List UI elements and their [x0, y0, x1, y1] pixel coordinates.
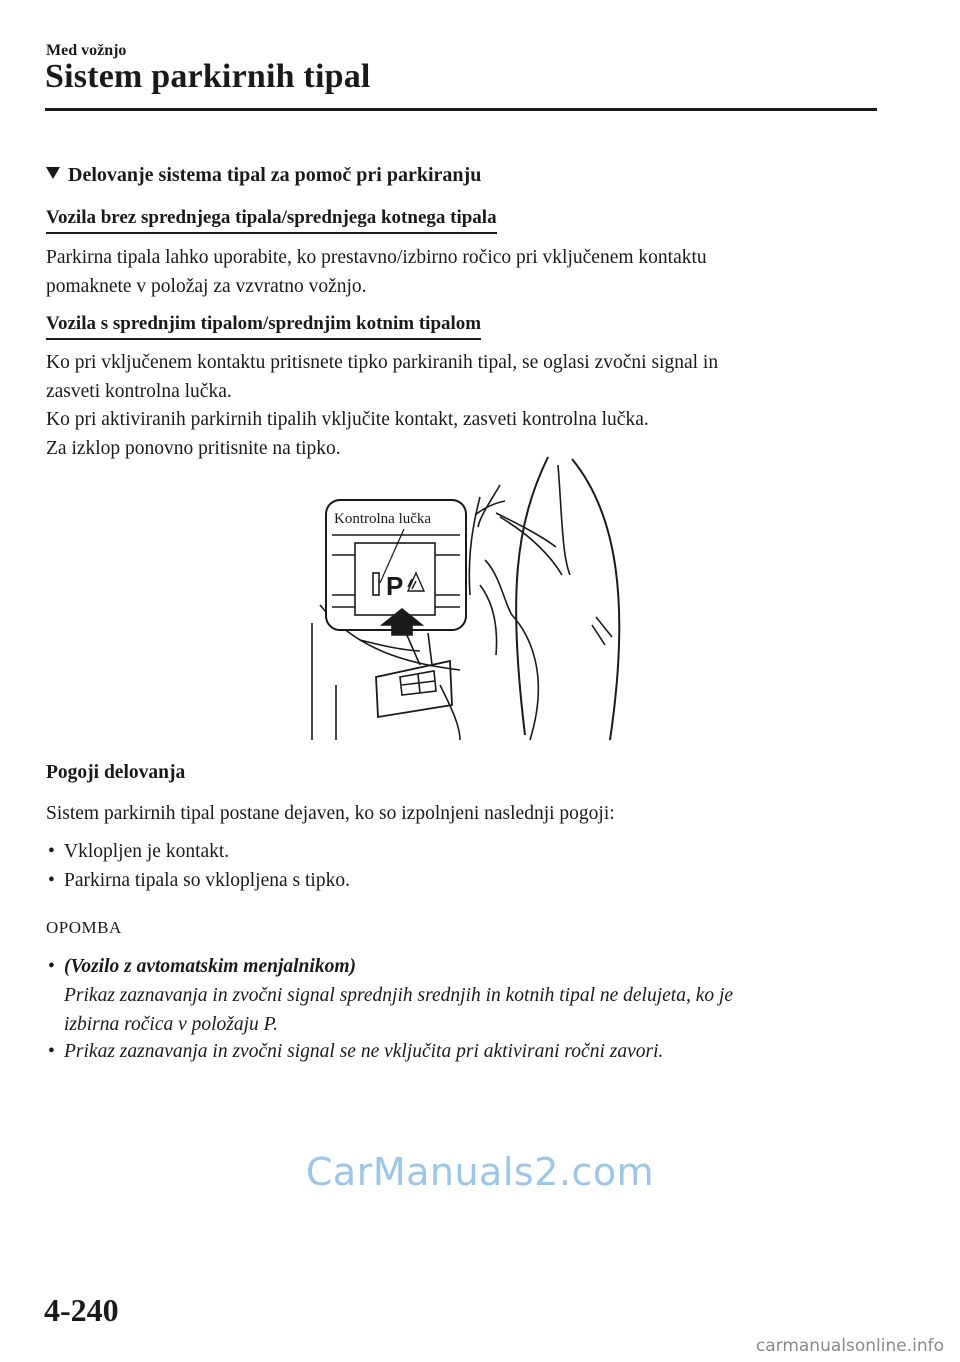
bullet-icon: •: [48, 1041, 55, 1062]
text-line: Ko pri vključenem kontaktu pritisnete tipko parkiranih tipal, se oglasi zvočni signal in: [46, 352, 719, 373]
paragraph-block2: [46, 349, 846, 463]
bullet-icon: •: [48, 841, 55, 862]
text-line: zasveti kontrolna lučka.: [46, 380, 232, 402]
note-text-line: Prikaz zaznavanja in zvočni signal se ne vključita pri aktivirani ročni zavori.: [64, 1041, 664, 1062]
list-item-text: Vklopljen je kontakt.: [64, 841, 230, 862]
subheading-no-front-sensor: [46, 207, 497, 229]
text-line: Za izklop ponovno pritisnite na tipko.: [46, 437, 341, 459]
steering-wheel-rim: [516, 457, 548, 735]
footer-watermark: carmanualsonline.info: [755, 1336, 944, 1356]
conditions-title: Pogoji delovanja: [46, 762, 186, 783]
text-line: pomaknete v položaj za vzvratno vožnjo.: [46, 275, 367, 297]
section-label: Med vožnjo: [46, 42, 127, 59]
list-item-text: Parkirna tipala so vklopljena s tipko.: [64, 869, 350, 891]
title-rule: [45, 108, 877, 111]
note-item-2: [48, 1037, 868, 1066]
parking-p-symbol: P: [386, 571, 404, 601]
triangle-down-icon: [46, 167, 60, 179]
callout-label: Kontrolna lučka: [334, 511, 432, 527]
list-item: [48, 867, 350, 896]
paragraph-block1: [46, 244, 846, 301]
note-text-line: izbirna ročica v položaju P.: [64, 1014, 278, 1035]
conditions-intro: Sistem parkirnih tipal postane dejaven, ko so izpolnjeni naslednji pogoji:: [46, 803, 615, 824]
section-heading: [46, 164, 481, 187]
parking-sensor-illustration: [300, 455, 630, 745]
note-text-line: Prikaz zaznavanja in zvočni signal sprednjih srednjih in kotnih tipal ne delujeta, ko je: [64, 985, 734, 1006]
text-line: Ko pri aktiviranih parkirnih tipalih vključite kontakt, zasveti kontrolna lučka.: [46, 409, 649, 430]
switch-panel: [376, 661, 452, 717]
note-item-title: (Vozilo z avtomatskim menjalnikom): [64, 956, 356, 977]
page-title: Sistem parkirnih tipal: [45, 58, 371, 95]
note-label: OPOMBA: [46, 918, 122, 937]
page-number: 4-240: [44, 1292, 119, 1328]
subheading-text: Vozila brez sprednjega tipala/sprednjega kotnega tipala: [46, 207, 497, 234]
conditions-list: [48, 838, 350, 895]
bullet-icon: •: [48, 869, 55, 891]
text-line: Parkirna tipala lahko uporabite, ko prestavno/izbirno ročico pri vključenem kontaktu: [46, 247, 707, 268]
subheading-text: Vozila s sprednjim tipalom/sprednjim kotnim tipalom: [46, 313, 481, 340]
bullet-icon: •: [48, 956, 55, 977]
section-heading-text: Delovanje sistema tipal za pomoč pri parkiranju: [68, 164, 482, 186]
watermark: CarManuals2.com: [305, 1150, 655, 1194]
note-item-1: [48, 952, 868, 1039]
list-item: [48, 838, 350, 867]
subheading-front-sensor: [46, 313, 481, 335]
